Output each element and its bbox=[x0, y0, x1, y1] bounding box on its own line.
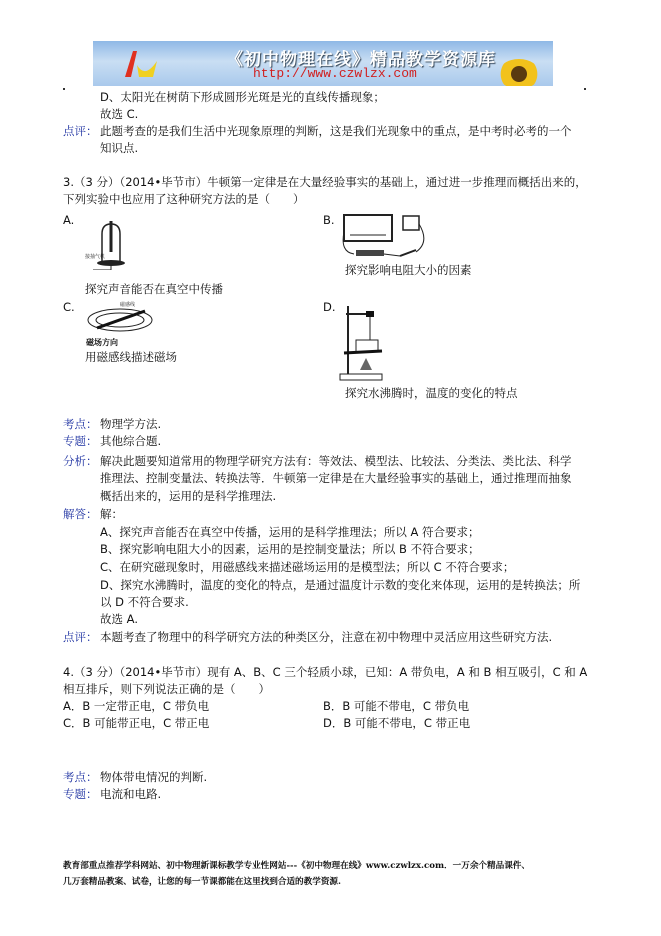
footer-line: 教育部重点推荐学科网站、初中物理新课标教学专业性网站---《初中物理在线》www.czwlzx.com．一万余个精品课件、 bbox=[63, 861, 530, 871]
kaodian-label: 考点： bbox=[63, 770, 98, 784]
q3-jieda: A、探究声音能否在真空中传播，运用的是科学推理法；所以 A 符合要求； bbox=[100, 525, 480, 539]
q3-option-d-caption: 探究水沸腾时，温度的变化的特点 bbox=[345, 386, 518, 400]
svg-text:接抽气机: 接抽气机 bbox=[85, 254, 106, 260]
q4-stem: 4.（3 分）（2014•毕节市）现有 A、B、C 三个轻质小球，已知：A 带负电，A 和 B 相互吸引，C 和 A bbox=[63, 665, 588, 679]
prev-option-d: D、太阳光在树荫下形成圆形光斑是光的直线传播现象； bbox=[100, 90, 385, 104]
q3-option-a-label: A. bbox=[63, 213, 75, 227]
banner-url[interactable]: http://www.czwlzx.com bbox=[253, 66, 417, 81]
fenxi-label: 分析： bbox=[63, 454, 98, 468]
review-label: 点评： bbox=[63, 124, 98, 138]
margin-mark bbox=[63, 88, 65, 90]
q3-review: 本题考查了物理中的科学研究方法的种类区分，注意在初中物理中灵活应用这些研究方法. bbox=[100, 630, 553, 644]
banner-title: 《初中物理在线》精品教学资源库 bbox=[226, 50, 496, 70]
q3-jieda: C、在研究磁现象时，用磁感线来描述磁场运用的是模型法；所以 C 不符合要求； bbox=[100, 560, 515, 574]
prev-answer: 故选 C. bbox=[100, 107, 139, 121]
boiling-water-figure bbox=[338, 304, 388, 382]
q3-jieda: B、探究影响电阻大小的因素，运用的是控制变量法；所以 B 不符合要求； bbox=[100, 542, 480, 556]
q3-fenxi: 推理法、控制变量法、转换法等．牛顿第一定律是在大量经验事实的基础上，通过推理而抽象 bbox=[100, 471, 572, 485]
q3-option-a-caption: 探究声音能否在真空中传播 bbox=[85, 282, 223, 296]
q4-option-a: A．B 一定带正电，C 带负电 bbox=[63, 699, 210, 713]
q4-option-c: C．B 可能带正电，C 带正电 bbox=[63, 716, 210, 730]
q3-kaodian: 物理学方法. bbox=[100, 417, 162, 431]
q3-fenxi: 概括出来的，运用的是科学推理法. bbox=[100, 489, 277, 503]
q3-option-b-caption: 探究影响电阻大小的因素 bbox=[345, 263, 472, 277]
q4-zhuanti: 电流和电路. bbox=[100, 787, 162, 801]
q3-jieda: 以 D 不符合要求. bbox=[100, 595, 189, 609]
sunflower-image bbox=[498, 59, 540, 86]
bell-jar-figure bbox=[85, 218, 135, 270]
q3-option-d-label: D. bbox=[323, 300, 336, 314]
q3-option-c-caption: 用磁感线描述磁场 bbox=[85, 350, 177, 364]
q3-stem: 下列实验中也应用了这种研究方法的是（ ） bbox=[63, 192, 305, 206]
q3-stem: 3.（3 分）（2014•毕节市）牛顿第一定律是在大量经验事实的基础上，通过进一步推理而概括出来的， bbox=[63, 175, 587, 189]
q3-option-b-label: B. bbox=[323, 213, 335, 227]
q4-option-b: B．B 可能不带电，C 带负电 bbox=[323, 699, 470, 713]
site-logo-icon bbox=[123, 47, 163, 83]
review-label: 点评： bbox=[63, 630, 98, 644]
q3-jieda: 解： bbox=[100, 507, 123, 521]
magnetic-field-direction-label: 磁场方向 bbox=[86, 338, 118, 347]
resistance-circuit-figure bbox=[340, 212, 430, 262]
q3-zhuanti: 其他综合题. bbox=[100, 434, 162, 448]
prev-review: 知识点. bbox=[100, 141, 139, 155]
kaodian-label: 考点： bbox=[63, 417, 98, 431]
q3-jieda: D、探究水沸腾时，温度的变化的特点，是通过温度计示数的变化来体现，运用的是转换法；所 bbox=[100, 578, 581, 592]
svg-text:磁感线: 磁感线 bbox=[120, 302, 136, 308]
q4-stem: 相互排斥，则下列说法正确的是（ ） bbox=[63, 682, 270, 696]
zhuanti-label: 专题： bbox=[63, 434, 98, 448]
q3-option-c-label: C. bbox=[63, 300, 75, 314]
footer-line: 几万套精品教案、试卷，让您的每一节课都能在这里找到合适的教学资源. bbox=[63, 877, 341, 887]
magnetic-field-figure bbox=[85, 300, 155, 338]
prev-review: 此题考查的是我们生活中光现象原理的判断，这是我们光现象中的重点，是中考时必考的一个 bbox=[100, 124, 572, 138]
q4-kaodian: 物体带电情况的判断. bbox=[100, 770, 208, 784]
site-banner bbox=[93, 41, 553, 86]
margin-mark bbox=[584, 88, 586, 90]
q3-jieda: 故选 A. bbox=[100, 612, 138, 626]
jieda-label: 解答： bbox=[63, 507, 98, 521]
q3-fenxi: 解决此题要知道常用的物理学研究方法有：等效法、模型法、比较法、分类法、类比法、科学 bbox=[100, 454, 572, 468]
q4-option-d: D．B 可能不带电，C 带正电 bbox=[323, 716, 471, 730]
zhuanti-label: 专题： bbox=[63, 787, 98, 801]
